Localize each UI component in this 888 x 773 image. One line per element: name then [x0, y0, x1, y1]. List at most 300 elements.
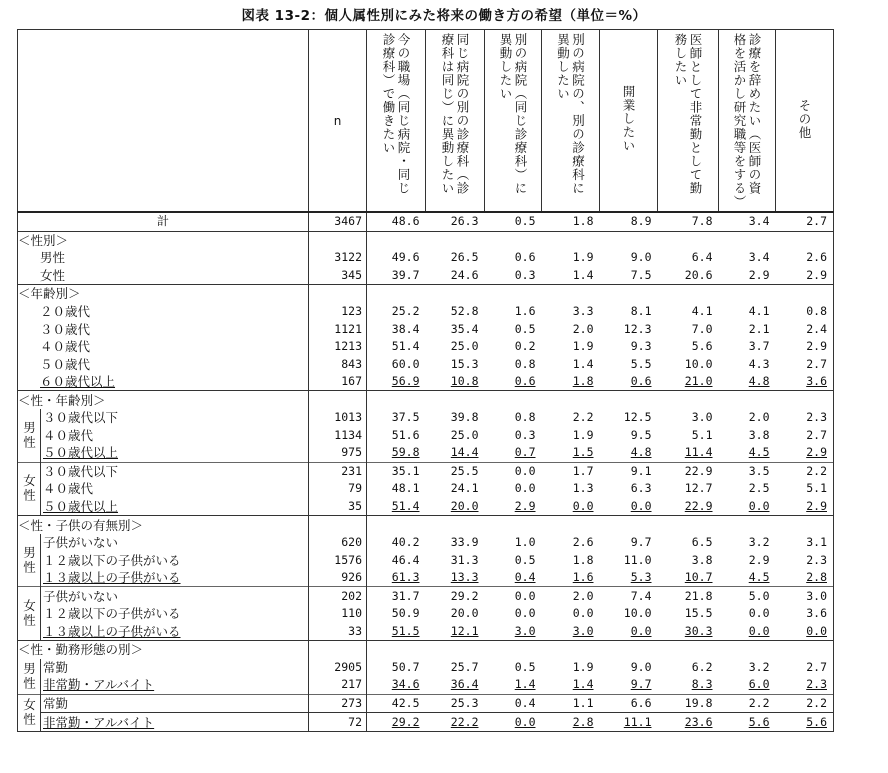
row-label: [41, 480, 309, 498]
section-label: ＜性・勤務形態の別＞: [18, 641, 309, 659]
cell-value: 2.0: [748, 410, 770, 425]
cell-value: 21.8: [658, 587, 719, 605]
section-header-sex-age: [18, 391, 834, 409]
cell-value: 0.2: [514, 339, 536, 354]
cell-value: 3.3: [572, 304, 594, 318]
cell-value: 0.0: [630, 623, 652, 638]
group-label-male: 男性: [18, 659, 41, 695]
row-label: [41, 427, 309, 445]
table-row: [18, 444, 834, 462]
cell-value: 2.6: [776, 249, 834, 267]
cell-value: 15.3: [450, 356, 479, 371]
cell-value: 7.0: [691, 321, 713, 336]
row-label-text: １２歳以下の子供がいる: [43, 552, 181, 568]
cell-value: 26.5: [450, 250, 479, 265]
cell-value: 4.5: [748, 570, 770, 585]
row-label-text: 非常勤・アルバイト: [43, 714, 155, 730]
table-row: [18, 534, 834, 552]
cell-value: [485, 641, 542, 659]
cell-value: [719, 391, 776, 409]
cell-value: 0.8: [776, 303, 834, 321]
cell-value: 1.4: [572, 267, 594, 282]
cell-value: 2.3: [776, 409, 834, 427]
table-row-total: [18, 212, 834, 231]
cell-value: [367, 641, 426, 659]
header-blank: [18, 30, 309, 213]
cell-value: [426, 231, 485, 249]
cell-value: 5.0: [719, 587, 776, 605]
row-label: [41, 409, 309, 427]
cell-value: [485, 391, 542, 409]
cell-value: 0.0: [572, 606, 594, 621]
table-row: [18, 409, 834, 427]
cell-n: [309, 641, 367, 659]
header-col-7: 診療を辞めたい（医師の資格を活かし研究職等をする）: [719, 30, 776, 213]
cell-value: 1.9: [572, 339, 594, 354]
cell-value: 11.1: [600, 713, 658, 732]
cell-value: 6.6: [600, 694, 658, 713]
cell-value: 9.0: [630, 659, 652, 674]
cell-value: 0.0: [748, 606, 770, 621]
cell-value: 22.2: [426, 713, 485, 732]
cell-value: 26.3: [450, 214, 479, 229]
cell-n: 79: [309, 480, 367, 498]
row-label: [41, 498, 309, 516]
cell-value: 23.6: [658, 713, 719, 732]
cell-value: [600, 391, 658, 409]
data-table: [17, 29, 834, 732]
cell-value: 2.7: [776, 212, 834, 231]
cell-value: 7.5: [630, 267, 652, 282]
cell-value: 3.6: [776, 605, 834, 623]
row-label-text: ４０歳代: [43, 481, 94, 497]
table-row: [18, 338, 834, 356]
section-header-age: [18, 285, 834, 303]
cell-value: 29.2: [367, 713, 426, 732]
header-col-6: 医師として非常勤として勤務したい: [658, 30, 719, 213]
cell-value: 1.6: [514, 304, 536, 318]
cell-value: [719, 641, 776, 659]
cell-value: 1.8: [572, 214, 594, 229]
cell-value: 20.6: [684, 267, 713, 282]
cell-value: 5.6: [691, 339, 713, 354]
cell-value: 0.5: [514, 552, 536, 567]
cell-value: 56.9: [391, 374, 420, 389]
cell-value: 51.5: [391, 623, 420, 638]
cell-value: 3.4: [748, 250, 770, 265]
cell-value: 3.2: [748, 535, 770, 550]
cell-n: 72: [309, 713, 367, 732]
cell-value: 22.9: [658, 462, 719, 480]
cell-value: 25.3: [426, 694, 485, 713]
cell-value: 50.9: [391, 606, 420, 621]
cell-value: [658, 641, 719, 659]
cell-value: 25.2: [391, 304, 420, 318]
cell-value: 0.5: [514, 214, 536, 229]
cell-value: 10.0: [623, 606, 652, 621]
row-label: [41, 444, 309, 462]
cell-value: 2.9: [748, 552, 770, 567]
cell-n: 123: [309, 303, 367, 321]
cell-value: 1.9: [572, 250, 594, 265]
cell-value: 2.8: [542, 713, 600, 732]
cell-value: 4.1: [748, 304, 770, 318]
cell-value: 2.9: [776, 444, 834, 462]
cell-value: 7.4: [600, 587, 658, 605]
cell-value: 0.4: [514, 570, 536, 585]
cell-n: 110: [309, 605, 367, 623]
cell-value: 1.1: [542, 694, 600, 713]
cell-value: 48.1: [391, 481, 420, 496]
cell-value: 12.1: [450, 623, 479, 638]
cell-value: 12.3: [623, 321, 652, 336]
cell-value: 0.0: [572, 499, 594, 514]
cell-value: 1.8: [572, 374, 594, 389]
cell-n: [309, 391, 367, 409]
cell-value: 5.6: [719, 713, 776, 732]
cell-value: 0.7: [514, 445, 536, 460]
cell-value: 51.4: [391, 499, 420, 514]
cell-value: 6.4: [691, 250, 713, 265]
cell-value: 2.6: [572, 535, 594, 550]
cell-value: 46.4: [391, 552, 420, 567]
row-label-text: 女性: [40, 267, 66, 283]
cell-value: 2.9: [748, 267, 770, 282]
header-col-8: その他: [776, 30, 834, 213]
cell-value: 38.4: [391, 321, 420, 336]
cell-n: 273: [309, 694, 367, 713]
cell-value: 48.6: [391, 214, 420, 229]
cell-value: [600, 516, 658, 534]
cell-value: 61.3: [391, 570, 420, 585]
table-title: 図表 13-2：個人属性別にみた将来の働き方の希望（単位＝%）: [241, 8, 647, 24]
cell-value: 6.5: [691, 535, 713, 550]
table-row: [18, 587, 834, 605]
section-header-child: [18, 516, 834, 534]
cell-value: 4.1: [691, 304, 713, 318]
group-label-male: 男性: [18, 534, 41, 587]
header-col-2: 同じ病院の別の診療科（診療科は同じ）に異動したい: [426, 30, 485, 213]
cell-value: 1.5: [572, 445, 594, 460]
cell-n: 1576: [309, 551, 367, 569]
cell-value: [719, 231, 776, 249]
cell-value: 2.0: [542, 587, 600, 605]
cell-value: 0.0: [514, 481, 536, 496]
cell-n: [309, 231, 367, 249]
cell-value: [776, 285, 834, 303]
cell-value: 3.4: [748, 214, 770, 229]
cell-value: 3.8: [748, 427, 770, 442]
cell-value: 51.6: [391, 427, 420, 442]
row-label: [41, 462, 309, 480]
cell-value: 8.9: [630, 214, 652, 229]
cell-value: [658, 516, 719, 534]
cell-value: 50.7: [391, 659, 420, 674]
table-row: [18, 427, 834, 445]
cell-value: [426, 391, 485, 409]
cell-value: 2.2: [572, 410, 594, 425]
cell-value: 0.6: [630, 374, 652, 389]
row-label: [18, 267, 309, 285]
cell-value: 11.0: [623, 552, 652, 567]
cell-value: 1.0: [514, 535, 536, 550]
row-label: [41, 694, 309, 713]
cell-value: [542, 231, 600, 249]
row-label: [41, 551, 309, 569]
table-row: [18, 659, 834, 677]
cell-value: 0.0: [776, 623, 834, 641]
row-label: [18, 249, 309, 267]
section-label: ＜性・年齢別＞: [18, 391, 309, 409]
row-label-text: 男性: [40, 250, 66, 266]
cell-value: 2.3: [776, 551, 834, 569]
cell-value: [542, 516, 600, 534]
cell-value: 10.7: [684, 570, 713, 585]
cell-n: 202: [309, 587, 367, 605]
cell-value: 0.0: [485, 462, 542, 480]
cell-value: 24.1: [450, 481, 479, 496]
table-row: [18, 373, 834, 391]
header-col-3: 別の病院（同じ診療科）に異動したい: [485, 30, 542, 213]
cell-n: 167: [309, 373, 367, 391]
cell-value: 15.5: [684, 606, 713, 621]
cell-value: 0.8: [514, 410, 536, 425]
section-header-sex: [18, 231, 834, 249]
cell-value: 0.0: [630, 499, 652, 514]
cell-value: 10.8: [450, 374, 479, 389]
cell-value: 5.1: [691, 427, 713, 442]
row-label-text: 常勤: [43, 696, 69, 712]
cell-value: 21.0: [684, 374, 713, 389]
cell-value: 6.3: [630, 481, 652, 496]
cell-value: 29.2: [426, 587, 485, 605]
cell-value: 3.0: [776, 587, 834, 605]
row-label-text: １３歳以上の子供がいる: [43, 570, 181, 586]
table-row: [18, 569, 834, 587]
cell-n: 1134: [309, 427, 367, 445]
cell-value: [542, 391, 600, 409]
cell-value: [776, 516, 834, 534]
row-label: [18, 320, 309, 338]
row-label: [41, 676, 309, 694]
cell-value: 2.0: [572, 321, 594, 336]
cell-n: 3122: [309, 249, 367, 267]
cell-n: 217: [309, 676, 367, 694]
cell-value: [485, 516, 542, 534]
cell-value: [719, 285, 776, 303]
cell-n: 35: [309, 498, 367, 516]
section-label: ＜性・子供の有無別＞: [18, 516, 309, 534]
row-label: [18, 373, 309, 391]
cell-value: [600, 285, 658, 303]
cell-value: 2.8: [776, 569, 834, 587]
cell-value: 59.8: [391, 445, 420, 460]
cell-value: 6.2: [691, 659, 713, 674]
table-row: [18, 551, 834, 569]
cell-value: 31.3: [450, 552, 479, 567]
cell-n: [309, 516, 367, 534]
cell-value: [776, 391, 834, 409]
row-label: [41, 569, 309, 587]
cell-value: 0.6: [514, 250, 536, 265]
group-label-female: 女性: [18, 694, 41, 731]
row-label-text: ６０歳代以上: [40, 374, 116, 390]
cell-value: 3.2: [748, 659, 770, 674]
cell-value: 5.3: [630, 570, 652, 585]
cell-value: 25.7: [450, 659, 479, 674]
cell-value: 2.7: [776, 355, 834, 373]
table-row: [18, 303, 834, 321]
cell-value: 2.2: [776, 694, 834, 713]
cell-value: 1.4: [514, 677, 536, 692]
cell-value: [658, 285, 719, 303]
cell-value: 60.0: [391, 356, 420, 371]
cell-value: 13.3: [450, 570, 479, 585]
cell-value: [600, 641, 658, 659]
cell-value: 0.0: [748, 623, 770, 638]
cell-value: 20.0: [450, 499, 479, 514]
row-label-text: ３０歳代以下: [43, 463, 119, 479]
cell-value: 3.8: [691, 552, 713, 567]
table-row: [18, 267, 834, 285]
cell-value: 0.0: [748, 499, 770, 514]
cell-value: 3.7: [748, 339, 770, 354]
row-label-text: ４０歳代: [43, 427, 94, 443]
row-label: [18, 355, 309, 373]
cell-value: 2.9: [776, 267, 834, 285]
cell-value: 7.8: [691, 214, 713, 229]
cell-value: 36.4: [450, 677, 479, 692]
cell-value: 2.5: [748, 481, 770, 496]
cell-value: 4.3: [748, 356, 770, 371]
cell-value: 1.8: [572, 552, 594, 567]
row-label: [41, 605, 309, 623]
row-label: 計: [18, 212, 309, 231]
cell-value: [426, 516, 485, 534]
header-col-1: 今の職場（同じ病院・同じ診療科）で働きたい: [367, 30, 426, 213]
cell-value: 0.4: [485, 694, 542, 713]
table-row: [18, 249, 834, 267]
cell-value: 40.2: [391, 535, 420, 550]
row-label-text: ３０歳代: [40, 321, 91, 337]
cell-value: 12.5: [623, 410, 652, 425]
cell-value: 9.1: [600, 462, 658, 480]
cell-n: 1013: [309, 409, 367, 427]
cell-value: 1.4: [572, 356, 594, 371]
cell-value: [367, 285, 426, 303]
cell-value: [367, 231, 426, 249]
row-label: [41, 534, 309, 552]
table-row: [18, 605, 834, 623]
cell-value: 49.6: [391, 250, 420, 265]
section-label: ＜年齢別＞: [18, 285, 309, 303]
cell-value: 25.0: [450, 427, 479, 442]
cell-value: 2.7: [776, 427, 834, 445]
cell-value: 39.8: [450, 410, 479, 425]
cell-value: 2.9: [776, 498, 834, 516]
cell-value: 35.1: [367, 462, 426, 480]
cell-value: 19.8: [658, 694, 719, 713]
cell-value: 39.7: [391, 267, 420, 282]
cell-value: [542, 641, 600, 659]
cell-value: 3.6: [776, 373, 834, 391]
cell-value: 33.9: [450, 535, 479, 550]
cell-value: 2.4: [776, 320, 834, 338]
cell-value: 9.7: [630, 535, 652, 550]
cell-value: 0.3: [514, 427, 536, 442]
cell-value: 1.9: [572, 659, 594, 674]
table-row: [18, 355, 834, 373]
row-label-text: 子供がいない: [43, 535, 119, 551]
cell-value: [542, 285, 600, 303]
cell-value: 0.5: [514, 659, 536, 674]
row-label-text: 非常勤・アルバイト: [43, 677, 155, 693]
cell-value: 4.8: [630, 445, 652, 460]
cell-value: 3.5: [719, 462, 776, 480]
cell-value: 9.5: [630, 427, 652, 442]
header-col-4: 別の病院の、別の診療科に異動したい: [542, 30, 600, 213]
group-label-female: 女性: [18, 462, 41, 516]
cell-value: [367, 516, 426, 534]
cell-value: [658, 391, 719, 409]
row-label-text: ３０歳代以下: [43, 410, 119, 426]
cell-value: 2.3: [776, 676, 834, 694]
table-row: [18, 694, 834, 713]
cell-value: 35.4: [450, 321, 479, 336]
cell-n: 345: [309, 267, 367, 285]
cell-value: 3.0: [572, 623, 594, 638]
cell-value: 1.4: [572, 677, 594, 692]
row-label: [18, 303, 309, 321]
row-label: [18, 338, 309, 356]
cell-value: [719, 516, 776, 534]
cell-value: 1.6: [572, 570, 594, 585]
cell-value: [658, 231, 719, 249]
cell-value: 2.2: [719, 694, 776, 713]
section-label: ＜性別＞: [18, 231, 309, 249]
cell-value: 34.6: [391, 677, 420, 692]
cell-value: 9.3: [630, 339, 652, 354]
cell-value: [600, 231, 658, 249]
cell-n: 33: [309, 623, 367, 641]
cell-value: 0.0: [485, 713, 542, 732]
cell-value: 2.1: [748, 321, 770, 336]
table-row: [18, 462, 834, 480]
cell-value: 2.9: [514, 499, 536, 514]
row-label-text: １３歳以上の子供がいる: [43, 623, 181, 639]
table-row: [18, 480, 834, 498]
row-label: [41, 587, 309, 605]
cell-n: 1121: [309, 320, 367, 338]
table-row: [18, 713, 834, 732]
row-label: [41, 623, 309, 641]
cell-value: 42.5: [367, 694, 426, 713]
cell-value: 1.7: [542, 462, 600, 480]
row-label-text: ５０歳代: [40, 356, 91, 372]
table-row: [18, 320, 834, 338]
cell-value: 2.2: [776, 462, 834, 480]
row-label-text: ４０歳代: [40, 339, 91, 355]
row-label-text: ５０歳代以上: [43, 445, 119, 461]
header-row: [18, 30, 834, 213]
table-row: [18, 623, 834, 641]
header-n: n: [309, 30, 367, 213]
cell-value: 3.0: [691, 410, 713, 425]
cell-value: 5.6: [776, 713, 834, 732]
cell-value: 2.9: [776, 338, 834, 356]
row-label-text: 常勤: [43, 659, 69, 675]
cell-value: 31.7: [367, 587, 426, 605]
